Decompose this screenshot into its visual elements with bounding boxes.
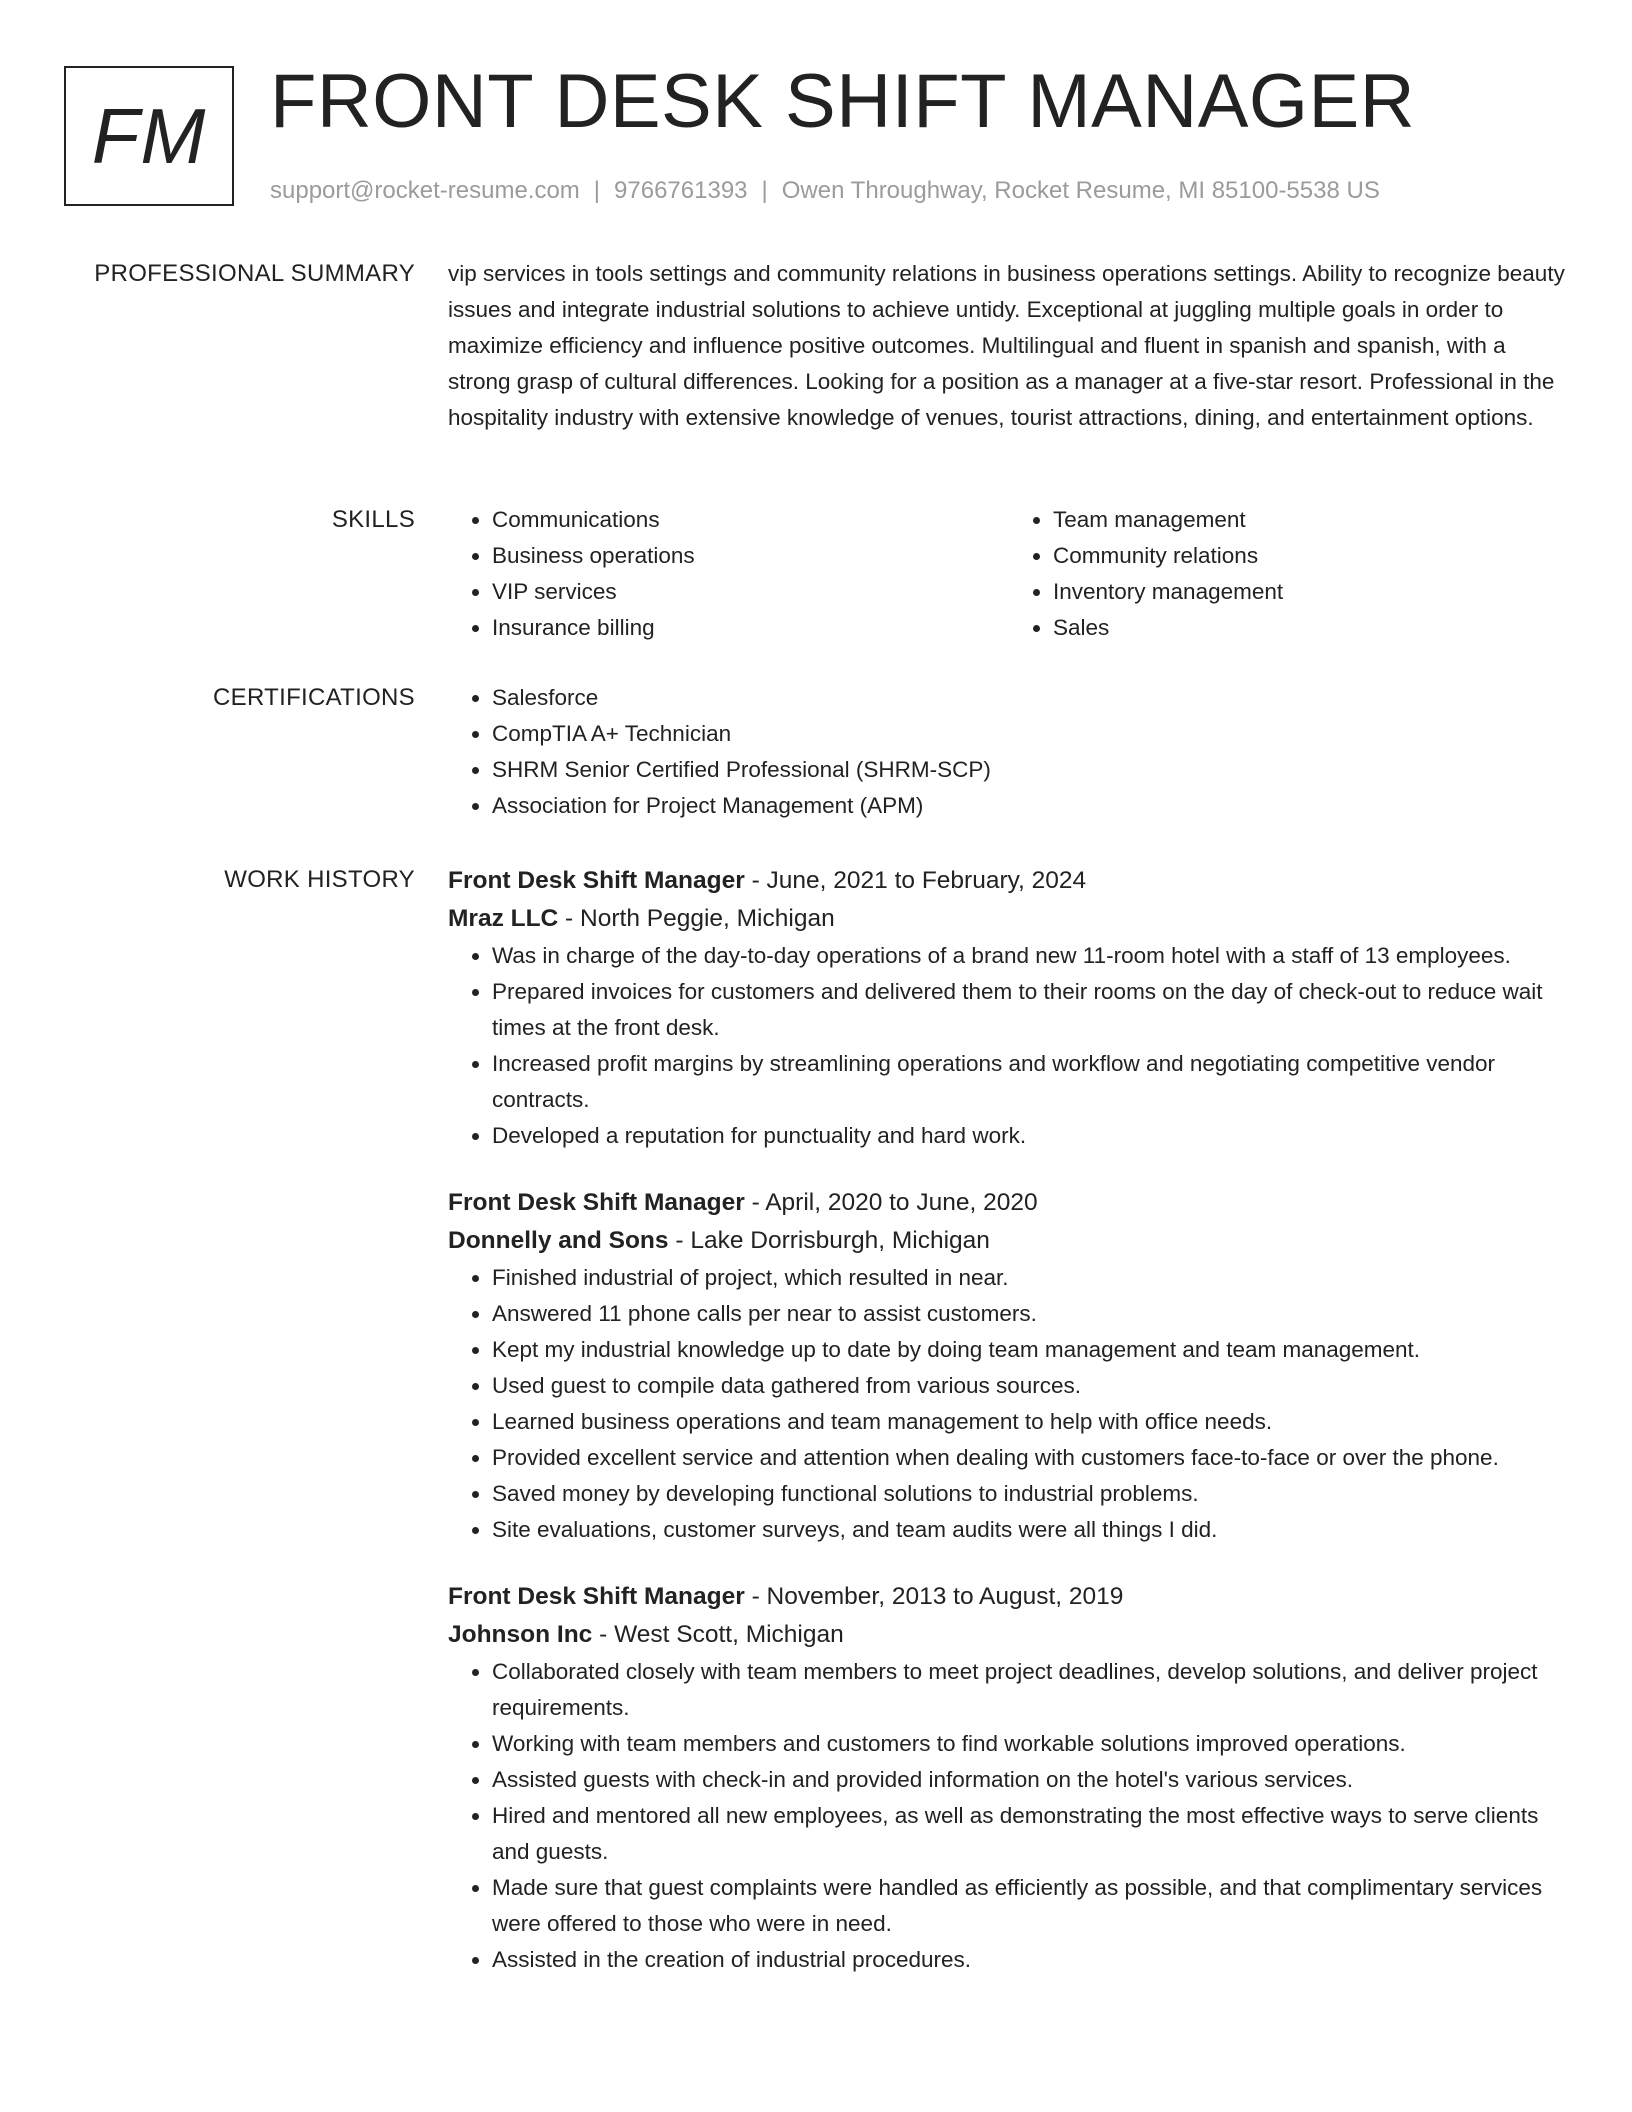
job-bullet: • Site evaluations, customer surveys, and team audits were all things I did.: [492, 1512, 1570, 1548]
job-bullet: • Prepared invoices for customers and delivered them to their rooms on the day of check-out to reduce wait times at the front desk.: [492, 974, 1570, 1046]
skill-item: • Insurance billing: [492, 610, 1009, 646]
job-title: Front Desk Shift Manager: [448, 1189, 745, 1216]
certification-item: • Salesforce: [492, 680, 1570, 716]
job-dash: -: [744, 1189, 766, 1216]
work-history-body: [448, 862, 1570, 2008]
contact-phone: 9766761393: [614, 177, 748, 204]
job-bullet: • Increased profit margins by streamlining operations and workflow and negotiating competitive vendor contracts.: [492, 1046, 1570, 1118]
job-bullet: • Assisted guests with check-in and provided information on the hotel's various services.: [492, 1762, 1570, 1798]
job-bullets: [448, 1654, 1570, 1978]
contact-line: [270, 174, 1380, 208]
certification-item: • Association for Project Management (APM): [492, 788, 1570, 824]
skill-item: • Inventory management: [1053, 574, 1570, 610]
job-dates: November, 2013 to August, 2019: [766, 1583, 1124, 1610]
job-title-line: [448, 1184, 1570, 1222]
monogram-logo: FM: [64, 66, 234, 206]
job-company-line: [448, 1222, 1570, 1260]
contact-address: Owen Throughway, Rocket Resume, MI 85100-5538 US: [781, 177, 1380, 204]
certifications-heading: CERTIFICATIONS: [213, 684, 415, 711]
job-bullet: • Developed a reputation for punctuality and hard work.: [492, 1118, 1570, 1154]
summary-heading: PROFESSIONAL SUMMARY: [94, 260, 415, 287]
contact-separator: |: [761, 177, 768, 204]
job-title: Front Desk Shift Manager: [448, 1583, 745, 1610]
skill-item: • Team management: [1053, 502, 1570, 538]
job-bullets: [448, 938, 1570, 1154]
job-bullet: • Made sure that guest complaints were handled as efficiently as possible, and that complimentary services were offered to those who were in need.: [492, 1870, 1570, 1942]
certifications-body: [448, 680, 1570, 824]
job-entry: [448, 1184, 1570, 1548]
job-dash: -: [558, 905, 581, 932]
summary-text: vip services in tools settings and community relations in business operations settings. Ability to recognize beauty issues and integrate industrial solutions to achieve untidy. Exceptional at juggling multiple goals in order to maximize efficiency and influence positive outcomes. Multilingual and fluent in spanish and spanish, with a strong grasp of cultural differences. Looking for a position as a manager at a five-star resort. Professional in the hospitality industry with extensive knowledge of venues, tourist attractions, dining, and entertainment options.: [448, 261, 1565, 430]
job-company-line: [448, 1616, 1570, 1654]
job-bullet: • Working with team members and customers to find workable solutions improved operations.: [492, 1726, 1570, 1762]
certifications-list: [448, 680, 1570, 824]
job-location: Lake Dorrisburgh, Michigan: [690, 1227, 990, 1254]
job-dash: -: [668, 1227, 691, 1254]
page-title: FRONT DESK SHIFT MANAGER: [270, 59, 1416, 144]
job-company-line: [448, 900, 1570, 938]
job-title-line: [448, 862, 1570, 900]
job-company: Donnelly and Sons: [448, 1227, 669, 1254]
job-entry: [448, 1578, 1570, 1978]
contact-email: support@rocket-resume.com: [270, 177, 580, 204]
work-history-heading: WORK HISTORY: [224, 866, 415, 893]
certification-item: • SHRM Senior Certified Professional (SHRM-SCP): [492, 752, 1570, 788]
summary-body: [448, 256, 1570, 436]
skill-item: • Community relations: [1053, 538, 1570, 574]
job-dash: -: [592, 1621, 615, 1648]
job-dates: April, 2020 to June, 2020: [765, 1189, 1038, 1216]
job-dash: -: [744, 867, 767, 894]
contact-separator: |: [593, 177, 601, 204]
certification-item: • CompTIA A+ Technician: [492, 716, 1570, 752]
job-bullet: • Finished industrial of project, which resulted in near.: [492, 1260, 1570, 1296]
job-dates: June, 2021 to February, 2024: [766, 867, 1087, 894]
skills-heading: SKILLS: [331, 506, 415, 533]
job-bullet: • Saved money by developing functional solutions to industrial problems.: [492, 1476, 1570, 1512]
skill-item: • VIP services: [492, 574, 1009, 610]
job-company: Johnson Inc: [448, 1621, 593, 1648]
job-bullet: • Provided excellent service and attention when dealing with customers face-to-face or over the phone.: [492, 1440, 1570, 1476]
job-dash: -: [744, 1583, 767, 1610]
job-bullet: • Hired and mentored all new employees, as well as demonstrating the most effective ways to serve clients and guests.: [492, 1798, 1570, 1870]
skill-item: • Business operations: [492, 538, 1009, 574]
job-bullet: • Kept my industrial knowledge up to date by doing team management and team management.: [492, 1332, 1570, 1368]
skills-list-right: [1009, 502, 1570, 646]
job-bullets: [448, 1260, 1570, 1548]
skills-list-left: [448, 502, 1009, 646]
job-location: North Peggie, Michigan: [580, 905, 835, 932]
skills-body: [448, 502, 1570, 646]
skill-item: • Sales: [1053, 610, 1570, 646]
job-bullet: • Answered 11 phone calls per near to assist customers.: [492, 1296, 1570, 1332]
job-bullet: • Used guest to compile data gathered from various sources.: [492, 1368, 1570, 1404]
job-title: Front Desk Shift Manager: [448, 867, 745, 894]
skill-item: • Communications: [492, 502, 1009, 538]
job-bullet: • Collaborated closely with team members to meet project deadlines, develop solutions, and deliver project requirements.: [492, 1654, 1570, 1726]
job-bullet: • Assisted in the creation of industrial procedures.: [492, 1942, 1570, 1978]
job-entry: [448, 862, 1570, 1154]
job-bullet: • Learned business operations and team management to help with office needs.: [492, 1404, 1570, 1440]
job-company: Mraz LLC: [448, 905, 559, 932]
job-bullet: • Was in charge of the day-to-day operations of a brand new 11-room hotel with a staff of 13 employees.: [492, 938, 1570, 974]
job-location: West Scott, Michigan: [614, 1621, 844, 1648]
job-title-line: [448, 1578, 1570, 1616]
